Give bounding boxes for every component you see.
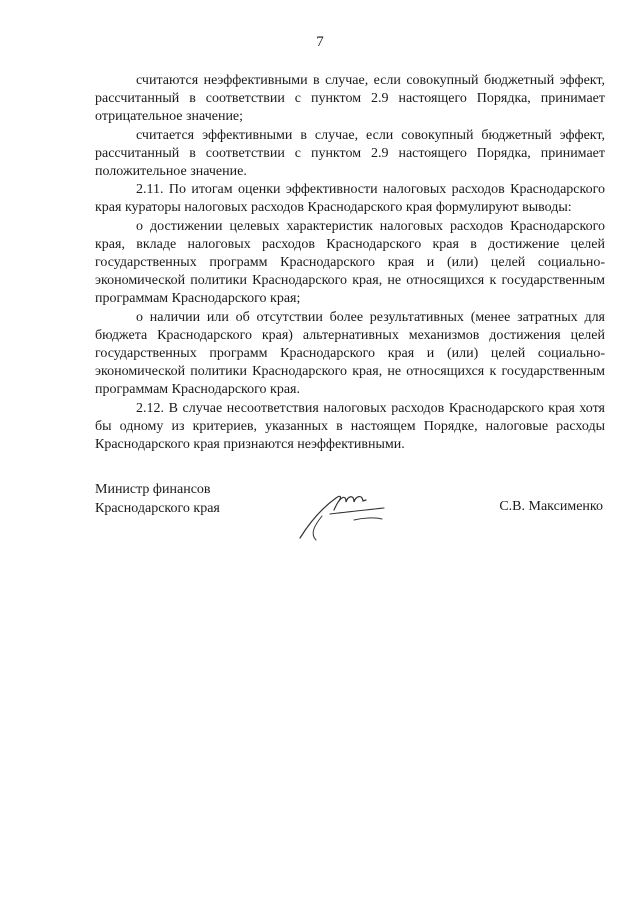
paragraph-alternative-mechanisms: о наличии или об отсутствии более результативных (менее затратных для бюджета Краснодарского края) альтернативных механизмов достижения целей государственных программ Краснодарского края и (или) целей социально-экономической политики Краснодарского края, не относящихся к государственным программам Краснодарского края. <box>95 309 605 398</box>
paragraph-2-11: 2.11. По итогам оценки эффективности налоговых расходов Краснодарского края кураторы налоговых расходов Краснодарского края формулируют выводы: <box>95 182 605 216</box>
paragraph-effective-condition: считается эффективными в случае, если совокупный бюджетный эффект, рассчитанный в соответствии с пунктом 2.9 настоящего Порядка, принимает положительное значение. <box>95 127 605 180</box>
signatory-position-line1: Министр финансов <box>95 482 211 497</box>
paragraph-2-12: 2.12. В случае несоответствия налоговых расходов Краснодарского края хотя бы одному из критериев, указанных в настоящем Порядке, налоговые расходы Краснодарского края признаются неэффективными. <box>95 400 605 453</box>
page-number: 7 <box>316 34 324 50</box>
signatory-position <box>95 480 220 518</box>
handwritten-signature <box>296 486 396 542</box>
document-body <box>95 72 605 454</box>
signatory-name: С.В. Максименко <box>499 499 603 514</box>
signatory-position-line2: Краснодарского края <box>95 501 220 516</box>
paragraph-target-characteristics: о достижении целевых характеристик налоговых расходов Краснодарского края, вкладе налоговых расходов Краснодарского края в достижение целей государственных программ Краснодарского края и (или) целей социально-экономической политики Краснодарского края, не относящихся к государственным программам Краснодарского края; <box>95 218 605 307</box>
paragraph-ineffective-condition: считаются неэффективными в случае, если совокупный бюджетный эффект, рассчитанный в соответствии с пунктом 2.9 настоящего Порядка, принимает отрицательное значение; <box>95 73 605 125</box>
